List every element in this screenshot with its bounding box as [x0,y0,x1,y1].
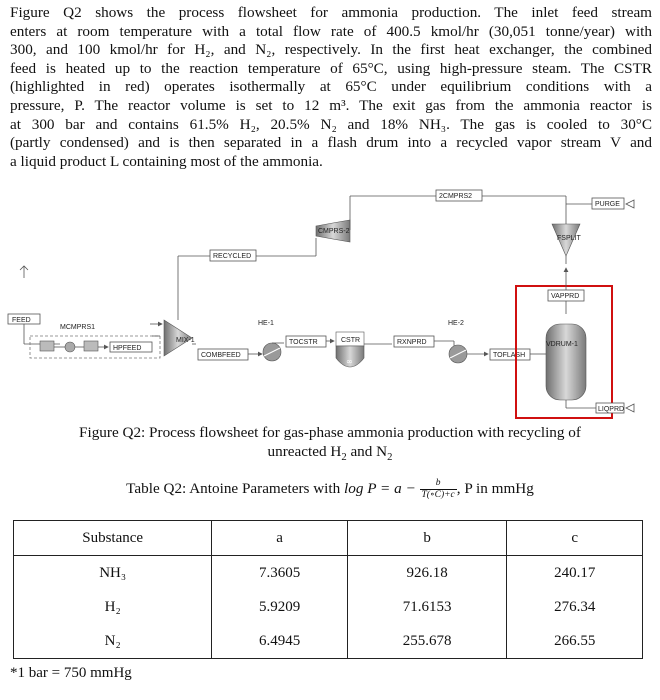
table-cell: NH₃ [14,556,212,591]
tocstr-label: TOCSTR [289,339,318,346]
table-cell: 71.6153 [347,590,507,624]
figure-caption [20,424,640,467]
table-cell: 5.9209 [212,590,348,624]
heat-exchanger-he2 [448,320,546,363]
cmprs2-label: CMPRS-2 [318,228,350,235]
table-cell: H₂ [14,590,212,624]
problem-line: a liquid product L containing most of the ammonia. [10,152,323,170]
table-cell: N₂ [14,624,212,659]
table-cell: 926.18 [347,556,507,591]
mcmprs1-compressor [30,324,162,358]
cstr-reactor [336,332,454,367]
table-cell: 240.17 [507,556,643,591]
figure-caption-line: unreacted $H_2$ and $N_2$ [267,442,393,463]
vdrum1-label: VDRUM-1 [546,341,578,348]
table-row [14,590,643,624]
column-header: Substance [14,521,212,556]
antoine-table [13,520,643,659]
column-header: b [347,521,507,556]
liqprd-label: LIQPRD [598,406,625,413]
problem-line: enters at room temperature with a total flow rate of 400.5 kmol/hr (30,051 tonne/year) with [10,22,652,40]
table-cell: 276.34 [507,590,643,624]
mix1-label: MIX-1 [176,337,195,344]
heat-exchanger-he1 [258,320,334,361]
he2-label: HE-2 [448,320,464,327]
rxnprd-label: RXNPRD [397,339,427,346]
problem-line: feed is heated up to the reaction temperature of 65°C, using high-pressure steam. The CSTR [10,59,652,77]
antoine-fraction: $\frac{b}{T(\circ C)+c}$ [421,478,455,500]
fsplit-label: FSPLIT [557,235,581,242]
svg-text:∞: ∞ [346,357,353,366]
table-cell: 266.55 [507,624,643,659]
figure-caption-line: Figure Q2: Process flowsheet for gas-phase ammonia production with recycling of [79,424,581,441]
splitter-fsplit [552,198,634,264]
process-flowsheet [0,186,660,422]
flash-drum-vdrum1 [546,268,634,413]
mcmprs1-label: MCMPRS1 [60,324,96,331]
table-row [14,624,643,659]
problem-line: (highlighted in red) operates isothermally at 65°C under equilibrium conditions with a [10,78,652,96]
toflash-label: TOFLASH [493,352,526,359]
footnote: *1 bar = 750 mmHg [10,665,132,681]
problem-line: 300, and 100 kmol/hr for H₂, and N₂, respectively. In the first heat exchanger, the combined [10,41,652,59]
table-cell: 7.3605 [212,556,348,591]
problem-line: at 300 bar and contains 61.5% H₂, 20.5% N₂ and 18% NH₃. The gas is cooled to 30°C [10,115,652,133]
mixer-mix1 [164,320,195,356]
vapprd-label: VAPPRD [551,293,580,300]
feed-stream [8,266,60,344]
problem-line: Figure Q2 shows the process flowsheet for ammonia production. The inlet feed stream [10,4,652,21]
cstr-label: CSTR [341,337,361,344]
purge-label: PURGE [595,201,620,208]
table-header-row [14,521,643,556]
column-header: a [212,521,348,556]
antoine-equation: log P = a − [344,479,416,497]
table-cell: 255.678 [347,624,507,659]
column-header: c [507,521,643,556]
problem-statement [10,4,652,171]
recycle-stream [178,190,566,320]
cmprs2-stream-label: 2CMPRS2 [439,193,473,200]
recycled-label: RECYCLED [213,253,252,260]
table-cell: 6.4945 [212,624,348,659]
problem-line: (partly condensed) and is then separated in a flash drum into a recycled vapor stream V and [10,134,652,152]
hpfeed-label: HPFEED [113,345,142,352]
combfeed-label: COMBFEED [201,352,241,359]
feed-label: FEED [12,317,31,324]
table-row [14,556,643,591]
problem-line: pressure, P. The reactor volume is set to 12 m³. The exit gas from the ammonia reactor is [10,96,652,114]
combfeed-stream [192,344,262,360]
table-title: Table Q2: Antoine Parameters with log P = a − $\frac{b}{T(\circ C)+c}$ , P in mmHg [126,478,534,500]
he1-label: HE-1 [258,320,274,327]
